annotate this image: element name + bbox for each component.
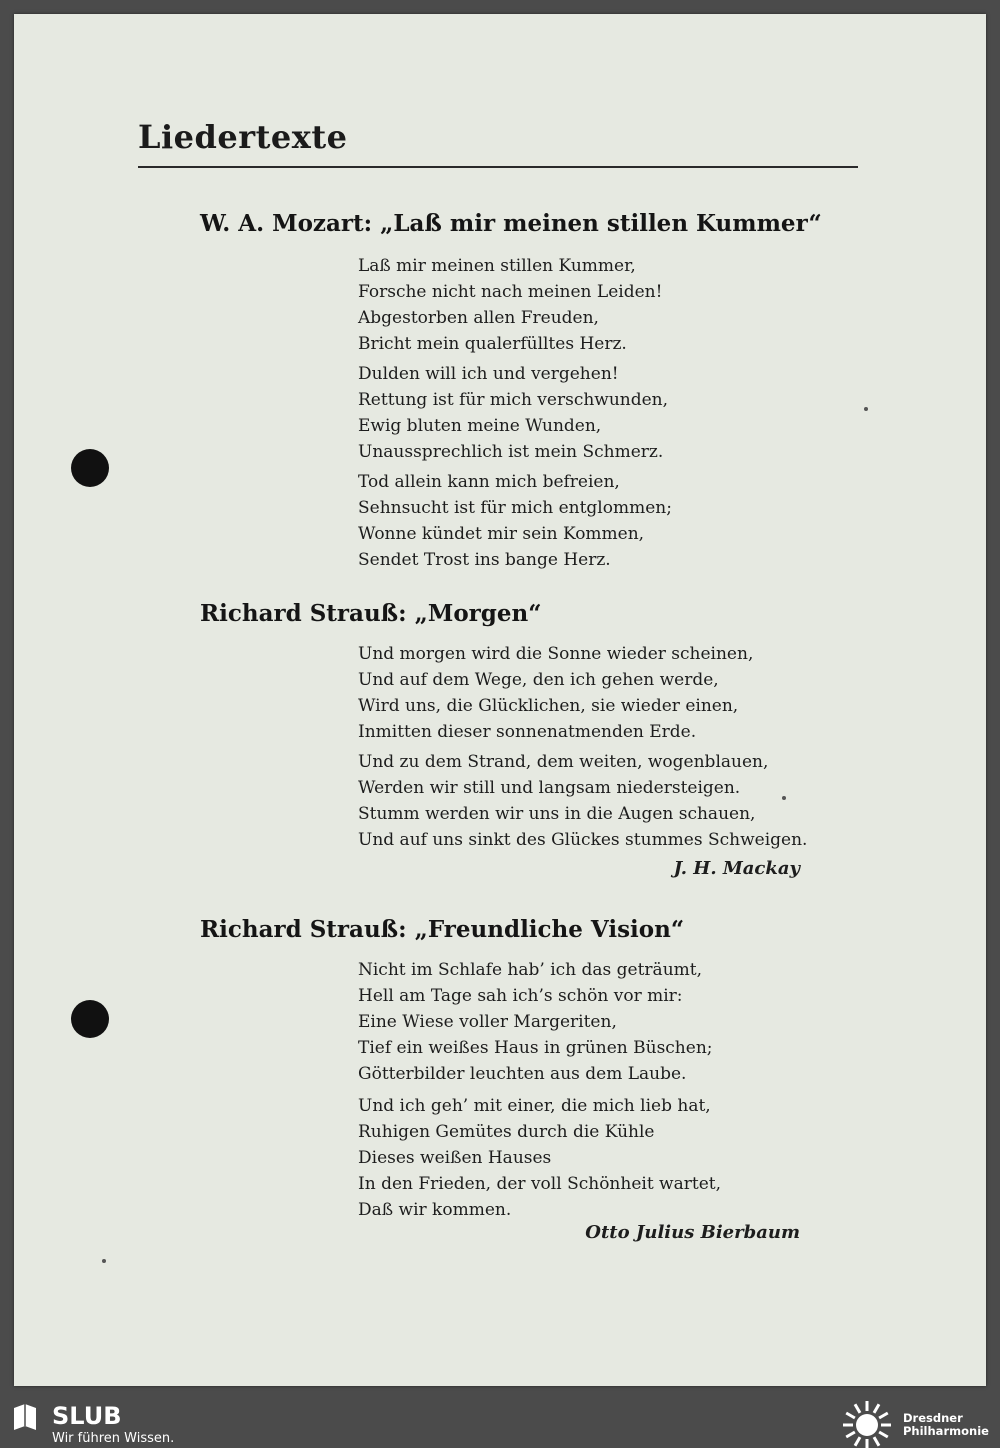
song-heading-morgen: Richard Strauß: „Morgen“ [200,600,542,627]
verse-line: Forsche nicht nach meinen Leiden! [358,282,663,302]
stanza [358,1093,721,1223]
song-heading-mozart: W. A. Mozart: „Laß mir meinen stillen Kummer“ [200,210,822,237]
song-heading-freundliche-vision: Richard Strauß: „Freundliche Vision“ [200,916,685,943]
punch-hole [71,449,109,487]
stanza [358,469,672,573]
verse-line: Dieses weißen Hauses [358,1148,552,1168]
verse-line: Wird uns, die Glücklichen, sie wieder einen, [358,696,739,716]
verse-line: Götterbilder leuchten aus dem Laube. [358,1064,687,1084]
verse-line: Inmitten dieser sonnenatmenden Erde. [358,722,697,742]
verse-line: Sendet Trost ins bange Herz. [358,550,611,570]
title-rule [138,166,858,168]
stanza [358,361,668,465]
verse-line: In den Frieden, der voll Schönheit wartet, [358,1174,721,1194]
philharmonie-logo-text[interactable] [903,1412,995,1438]
verse-line: Laß mir meinen stillen Kummer, [358,256,636,276]
philharmonie-sun-logo-icon [840,1400,894,1448]
author-credit: Otto Julius Bierbaum [585,1222,800,1243]
paper-speck [864,407,868,411]
slub-logo-text[interactable]: SLUB [52,1402,122,1430]
verse-line: Stumm werden wir uns in die Augen schauen, [358,804,756,824]
verse-line: Ruhigen Gemütes durch die Kühle [358,1122,655,1142]
verse-line: Werden wir still und langsam niedersteigen. [358,778,741,798]
page-title: Liedertexte [138,118,348,156]
verse-line: Abgestorben allen Freuden, [358,308,599,328]
verse-line: Unaussprechlich ist mein Schmerz. [358,442,664,462]
author-credit: J. H. Mackay [673,858,800,879]
stanza [358,253,662,357]
verse-line: Daß wir kommen. [358,1200,512,1220]
verse-line: Und zu dem Strand, dem weiten, wogenblauen, [358,752,769,772]
slub-book-icon [12,1402,38,1432]
paper-speck [102,1259,106,1263]
verse-line: Tod allein kann mich befreien, [358,472,620,492]
verse-line: Und auf uns sinkt des Glückes stummes Schweigen. [358,830,808,850]
stanza [358,749,807,853]
verse-line: Bricht mein qualerfülltes Herz. [358,334,627,354]
verse-line: Tief ein weißes Haus in grünen Büschen; [358,1038,713,1058]
partner-line: Dresdner [903,1411,963,1425]
verse-line: Wonne kündet mir sein Kommen, [358,524,645,544]
verse-line: Dulden will ich und vergehen! [358,364,619,384]
stanza [358,957,713,1087]
verse-line: Und auf dem Wege, den ich gehen werde, [358,670,719,690]
verse-line: Sehnsucht ist für mich entglommen; [358,498,672,518]
verse-line: Hell am Tage sah ich’s schön vor mir: [358,986,683,1006]
verse-line: Und ich geh’ mit einer, die mich lieb hat, [358,1096,711,1116]
partner-line: Philharmonie [903,1424,989,1438]
slub-tagline: Wir führen Wissen. [52,1431,175,1446]
verse-line: Ewig bluten meine Wunden, [358,416,602,436]
verse-line: Und morgen wird die Sonne wieder scheinen, [358,644,754,664]
verse-line: Rettung ist für mich verschwunden, [358,390,669,410]
verse-line: Eine Wiese voller Margeriten, [358,1012,617,1032]
stanza [358,641,753,745]
verse-line: Nicht im Schlafe hab’ ich das geträumt, [358,960,702,980]
punch-hole [71,1000,109,1038]
